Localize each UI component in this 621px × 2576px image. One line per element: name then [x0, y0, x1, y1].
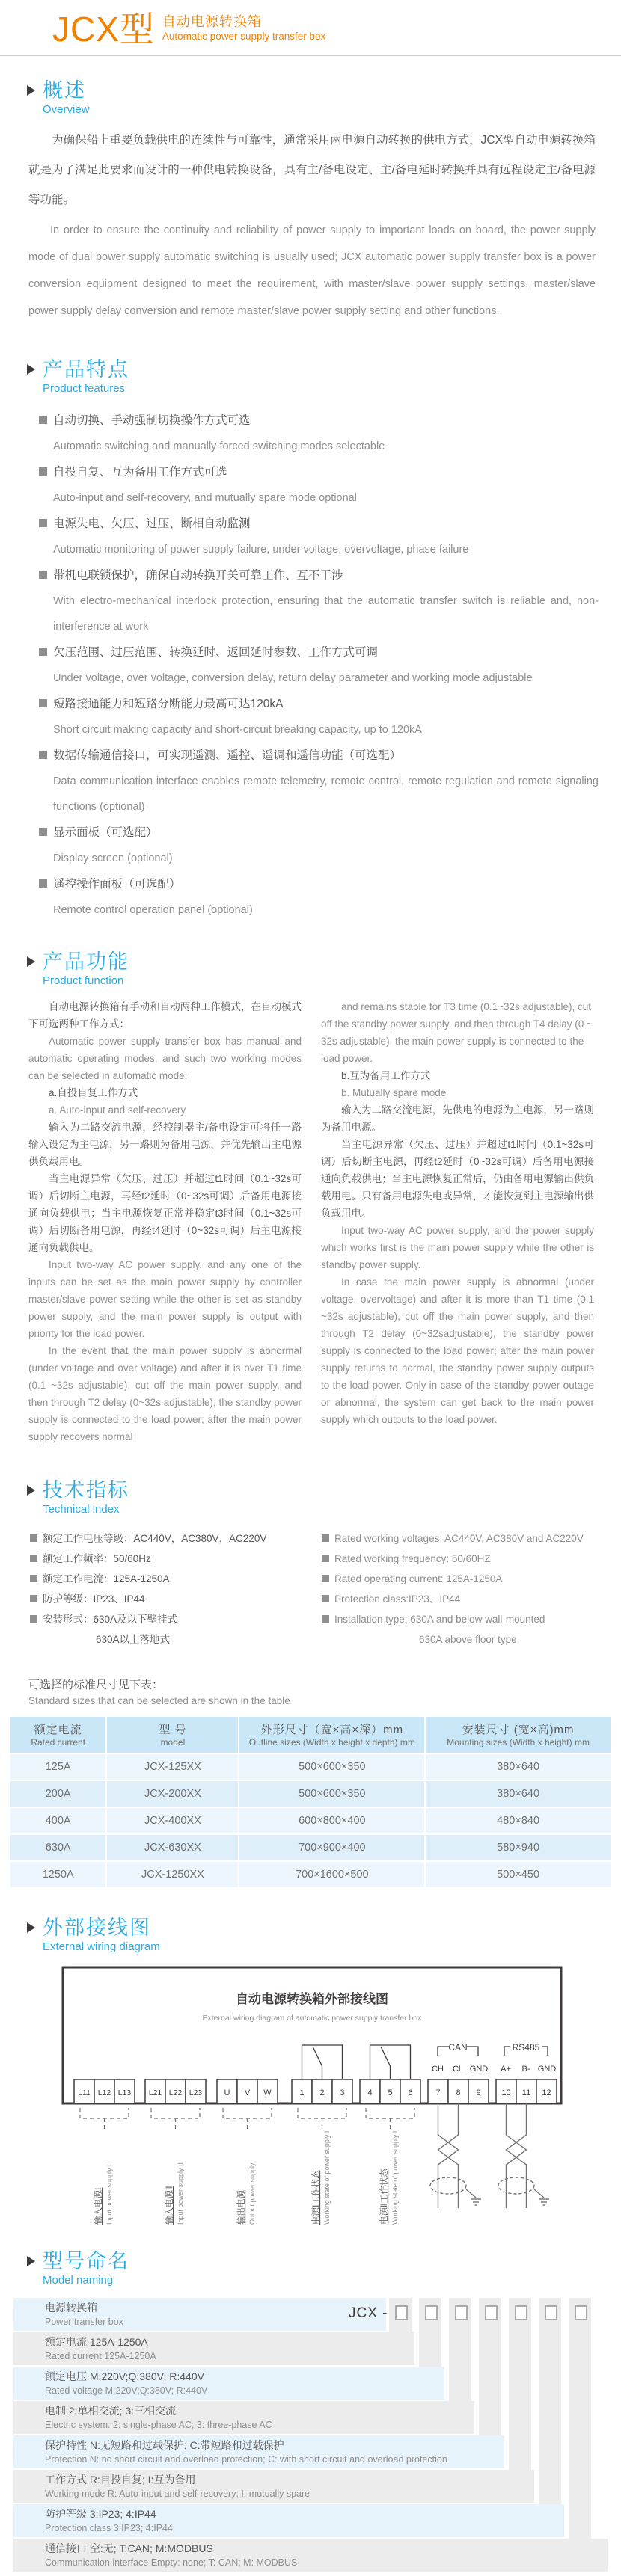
column-header	[107, 1717, 238, 1753]
function-title-zh: 产品功能	[43, 950, 129, 973]
table-row	[10, 1808, 611, 1833]
bullet-square-icon	[322, 1615, 329, 1623]
code-box	[455, 2305, 468, 2320]
cell-outline-size: 700×1600×500	[239, 1862, 424, 1887]
function-title-en: Product function	[43, 974, 124, 987]
cell-mounting-size: 580×940	[426, 1835, 611, 1860]
feature-en: Remote control operation panel (optional)	[53, 904, 253, 916]
feature-en: Auto-input and self-recovery, and mutually spare mode optional	[53, 492, 357, 504]
header-en: Rated current	[31, 1737, 86, 1747]
terminal-label: L23	[189, 2088, 203, 2097]
function-paragraph: Automatic power supply transfer box has manual and automatic operating modes, and such two working modes can be selected in automatic mode:	[28, 1036, 302, 1081]
naming-strip	[509, 2298, 531, 2470]
naming-row	[13, 2298, 386, 2331]
model-naming-diagram	[13, 2298, 608, 2576]
naming-title-zh: 型号命名	[43, 2250, 129, 2272]
terminal-strip	[74, 2079, 557, 2103]
naming-row	[13, 2504, 564, 2537]
terminal-label: L21	[148, 2088, 162, 2097]
tech-item-text: 额定工作电压等级：AC440V，AC380V，AC220V	[43, 1533, 267, 1544]
function-paragraph: and remains stable for T3 time (0.1~32s adjustable), cut off the standby power supply, and then through T4 delay (0 ~ 32s adjustable), the main power supply is connected to the load power.	[321, 1001, 593, 1064]
section-marker-icon	[27, 2256, 35, 2266]
pin-label: B-	[521, 2065, 530, 2074]
naming-strip	[569, 2298, 591, 2539]
bullet-square-icon	[30, 1575, 37, 1582]
function-paragraph: Input two-way AC power supply, and any one of the inputs can be set as the main power supply by controller master/slave power setting while the other is set as standby power supply, and the main power supply is output with priority for the load power.	[28, 1259, 302, 1339]
function-paragraph: Input two-way AC power supply, and the power supply which works first is the main power supply while the other is standby power supply.	[321, 1225, 594, 1270]
rs485-label: RS485	[512, 2042, 540, 2053]
code-box	[545, 2305, 557, 2320]
function-paragraph: In the event that the main power supply is abnormal (under voltage and over voltage) and after it is over T1 time (0.1 ~32s adjustable), cut off the main power supply, and then through T2 delay (0~32s adjustable), the standby power supply is connected to the load power; after the main power supply recovers normal	[28, 1345, 302, 1442]
product-title-zh: 自动电源转换箱	[162, 14, 262, 29]
naming-row-en: Protection N: no short circuit and overload protection; C: with short circuit and overload protection	[45, 2454, 447, 2465]
twisted-pair-icon	[430, 2103, 549, 2208]
pin-label: CL	[452, 2065, 464, 2074]
function-paragraph: 输入为二路交流电源，经控制器主/备电设定可将任一路输入设定为主电源，另一路则为备用电源，并优先输出主电源供负载用电。	[28, 1122, 302, 1167]
function-right-column	[321, 998, 594, 1445]
tech-item-continuation: 630A以上落地式	[96, 1634, 171, 1645]
tech-item-text: Rated operating current: 125A-1250A	[334, 1573, 503, 1584]
table-row	[10, 1835, 611, 1860]
model-prefix: JCX -	[349, 2305, 388, 2321]
feature-item	[39, 871, 599, 923]
naming-row	[13, 2332, 414, 2365]
tech-title-zh: 技术指标	[43, 1479, 129, 1501]
function-paragraph: In case the main power supply is abnormal (under voltage, overvoltage) and after it is more than T1 time (0.1 ~32s adjustable), cut off the main power supply, and then through T2 delay (0~32sadjustable), the standby power supply is connected to the load power; after the main power supply returns to normal, the standby power supply outputs to the load power. Only in case of the standby power outage or abnormal, the system can get back to the main power supply which outputs to the load power.	[321, 1276, 594, 1425]
feature-zh: 短路接通能力和短路分断能力最高可达120kA	[53, 698, 284, 710]
feature-zh: 电源失电、欠压、过压、断相自动监测	[53, 517, 251, 530]
table-row	[10, 1754, 611, 1780]
terminal-label: L12	[97, 2088, 111, 2097]
header-zh: 安装尺寸 (宽×高)mm	[462, 1724, 575, 1736]
cell-rated-current: 400A	[10, 1808, 105, 1833]
bullet-square-icon	[30, 1555, 37, 1562]
naming-row-en: Rated voltage M:220V;Q:380V; R:440V	[45, 2385, 208, 2396]
header-zh: 额定电流	[34, 1724, 82, 1736]
naming-row-en: Communication interface Empty: none; T: CAN; M: MODBUS	[45, 2557, 298, 2568]
naming-row-en: Working mode R: Auto-input and self-recovery; I: mutually spare	[45, 2489, 310, 2499]
header-zh: 外形尺寸（宽×高×深）mm	[260, 1724, 404, 1736]
terminal-label: W	[263, 2088, 272, 2097]
tech-zh-column	[30, 1528, 302, 1650]
naming-row-zh: 通信接口 空:无; T:CAN; M:MODBUS	[45, 2542, 213, 2554]
feature-en: Automatic monitoring of power supply failure, under voltage, overvoltage, phase failure	[53, 544, 469, 556]
terminal-label: V	[244, 2088, 251, 2097]
group-label-zh: 输入电源Ⅱ	[165, 2186, 174, 2225]
bullet-square-icon	[39, 699, 47, 707]
feature-item	[39, 408, 599, 459]
product-title-en: Automatic power supply transfer box	[162, 31, 326, 42]
terminal-label: 7	[435, 2088, 441, 2097]
brand-titles	[162, 12, 325, 43]
naming-row-en: Protection class 3:IP23; 4:IP44	[45, 2523, 173, 2533]
cell-mounting-size: 380×640	[426, 1781, 611, 1807]
sizes-intro-en: Standard sizes that can be selected are shown in the table	[28, 1695, 290, 1706]
header-divider	[0, 55, 621, 56]
features-list	[39, 408, 599, 923]
tech-item-text: 安装形式：630A及以下壁挂式	[43, 1614, 178, 1625]
naming-row-zh: 防护等级 3:IP23; 4:IP44	[45, 2508, 156, 2520]
sizes-intro-zh: 可选择的标准尺寸见下表：	[28, 1679, 164, 1691]
terminal-label: 11	[521, 2088, 531, 2097]
feature-item	[39, 639, 599, 691]
tech-en-column	[322, 1528, 594, 1650]
pin-label: GND	[469, 2065, 489, 2074]
group-label-zh: 电源Ⅱ工作状态	[380, 2168, 389, 2225]
feature-item	[39, 562, 599, 639]
bullet-square-icon	[30, 1615, 37, 1623]
section-marker-icon	[27, 956, 35, 967]
cell-model: JCX-400XX	[107, 1808, 238, 1833]
section-tech-heading	[27, 1478, 621, 1516]
bullet-square-icon	[322, 1534, 329, 1542]
product-model: JCX型	[52, 10, 155, 49]
function-paragraph: 当主电源异常（欠压、过压）并超过t1时间（0.1~32s可调）后切断主电源，再经t2延时（0~32s可调）后备用电源接通向负载供电；当主电源恢复正常并稳定t3时间（0.1~32s可调）后切断备用电源，再经t4延时（0~32s可调）后主电源接通向负载供电。	[28, 1173, 302, 1253]
naming-row-zh: 额定电流 125A-1250A	[45, 2336, 148, 2348]
terminal-label: L22	[168, 2088, 183, 2097]
code-box	[395, 2305, 408, 2320]
features-title-en: Product features	[43, 382, 126, 395]
cell-model: JCX-200XX	[107, 1781, 238, 1807]
cell-model: JCX-125XX	[107, 1754, 238, 1780]
naming-row	[13, 2367, 444, 2400]
naming-row	[13, 2539, 608, 2572]
cell-outline-size: 600×800×400	[239, 1808, 424, 1833]
cell-model: JCX-1250XX	[107, 1862, 238, 1887]
naming-row-en: Power transfer box	[45, 2317, 123, 2327]
feature-item	[39, 511, 599, 562]
cell-rated-current: 630A	[10, 1835, 105, 1860]
naming-row-zh: 电源转换箱	[45, 2302, 97, 2314]
section-marker-icon	[27, 85, 35, 96]
tech-item-text: 防护等级：IP23、IP44	[43, 1593, 145, 1605]
section-features-heading	[27, 357, 621, 396]
overview-title-en: Overview	[43, 103, 90, 116]
terminal-label: U	[224, 2088, 230, 2097]
feature-zh: 带机电联锁保护，确保自动转换开关可靠工作、互不干涉	[53, 569, 343, 582]
pin-label: A+	[501, 2065, 511, 2074]
tech-item-text: Rated working frequency: 50/60HZ	[334, 1553, 491, 1564]
naming-strip	[539, 2298, 561, 2504]
standard-sizes-table	[9, 1715, 612, 1889]
feature-en: Data communication interface enables remote telemetry, remote control, remote regulation and remote signaling functions (optional)	[53, 775, 599, 813]
table-header-row	[10, 1717, 611, 1753]
section-marker-icon	[27, 1485, 35, 1496]
terminal-label: 6	[408, 2088, 413, 2097]
column-header	[10, 1717, 105, 1753]
group-label-zh: 输出电源	[237, 2190, 246, 2225]
cell-mounting-size: 500×450	[426, 1862, 611, 1887]
naming-row	[13, 2401, 474, 2434]
cell-mounting-size: 480×840	[426, 1808, 611, 1833]
terminal-label: L13	[117, 2088, 132, 2097]
naming-row-zh: 电制 2:单相交流; 3:三相交流	[45, 2405, 177, 2417]
naming-row-en: Electric system: 2: single-phase AC; 3: three-phase AC	[45, 2420, 272, 2430]
wiring-diagram	[33, 1961, 621, 2234]
bullet-square-icon	[39, 519, 47, 527]
cell-outline-size: 500×600×350	[239, 1754, 424, 1780]
wiring-diagram-svg	[33, 1961, 587, 2231]
function-paragraph: b.互为备用工作方式	[341, 1070, 431, 1081]
naming-row-zh: 额定电压 M:220V;Q:380V; R:440V	[45, 2370, 204, 2382]
group-label-zh: 电源Ⅰ工作状态	[312, 2170, 321, 2225]
terminal-label: 12	[542, 2088, 551, 2097]
feature-en: Under voltage, over voltage, conversion delay, return delay parameter and working mode adjustable	[53, 672, 533, 684]
tech-title-en: Technical index	[43, 1503, 120, 1516]
function-paragraph: a. Auto-input and self-recovery	[49, 1104, 186, 1116]
function-paragraph: a.自投自复工作方式	[49, 1087, 138, 1098]
naming-title-en: Model naming	[43, 2274, 114, 2287]
tech-columns	[30, 1528, 594, 1650]
wiring-title-zh: 外部接线图	[43, 1916, 151, 1939]
header-zh: 型 号	[159, 1724, 187, 1736]
section-wiring-heading	[27, 1916, 621, 1954]
feature-en: Short circuit making capacity and short-circuit breaking capacity, up to 120kA	[53, 724, 422, 736]
terminal-label: 2	[319, 2088, 325, 2097]
cell-outline-size: 500×600×350	[239, 1781, 424, 1807]
section-function-heading	[27, 950, 621, 988]
tech-item-text: Protection class:IP23、IP44	[334, 1593, 461, 1605]
terminal-label: L11	[78, 2088, 91, 2097]
cell-rated-current: 125A	[10, 1754, 105, 1780]
column-header	[426, 1717, 611, 1753]
bullet-square-icon	[30, 1595, 37, 1602]
naming-row	[13, 2470, 534, 2503]
function-paragraph: 当主电源异常（欠压、过压）并超过t1时间（0.1~32s可调）后切断主电源，再经t2延时（0~32s可调）后备用电源接通向负载供电；当主电源恢复正常后，仍由备用电源输出供负载用电。只有备用电源失电或异常，才能恢复到主电源输出供负载用电。	[321, 1139, 594, 1219]
function-paragraph: b. Mutually spare mode	[341, 1087, 447, 1098]
pin-label: CH	[432, 2065, 444, 2074]
feature-en: With electro-mechanical interlock protection, ensuring that the automatic transfer switch is reliable and, non-interference at work	[53, 595, 599, 633]
terminal-label: 5	[388, 2088, 393, 2097]
code-box	[515, 2305, 527, 2320]
group-label-en: Working state of power supply II	[391, 2129, 399, 2225]
bullet-square-icon	[39, 828, 47, 836]
function-paragraph: 自动电源转换箱有手动和自动两种工作模式，在自动模式下可选两种工作方式：	[28, 1001, 302, 1030]
feature-zh: 自投自复、互为备用工作方式可选	[53, 466, 227, 479]
cell-outline-size: 700×900×400	[239, 1835, 424, 1860]
group-bracket	[80, 2108, 414, 2130]
code-box	[425, 2305, 438, 2320]
group-label-en: Input power supply II	[177, 2162, 184, 2225]
cell-model: JCX-630XX	[107, 1835, 238, 1860]
table-row	[10, 1781, 611, 1807]
bullet-square-icon	[39, 648, 47, 656]
group-label-en: Output power supply	[248, 2162, 256, 2225]
naming-row-zh: 工作方式 R:自投自复; I:互为备用	[45, 2474, 196, 2486]
bullet-square-icon	[30, 1534, 37, 1542]
cell-mounting-size: 380×640	[426, 1754, 611, 1780]
bullet-square-icon	[39, 467, 47, 476]
feature-en: Automatic switching and manually forced switching modes selectable	[53, 440, 385, 452]
section-marker-icon	[27, 364, 35, 375]
bullet-square-icon	[39, 416, 47, 424]
section-overview-heading	[27, 79, 621, 117]
naming-row-en: Rated current 125A-1250A	[45, 2351, 156, 2361]
terminal-label: 4	[367, 2088, 373, 2097]
overview-paragraph-en: In order to ensure the continuity and reliability of power supply to important loads on board, the power supply mode of dual power supply automatic switching is usually used; JCX automatic power supply transfer box is a power conversion equipment designed to meet the requirement, with master/slave power supply settings, master/slave power supply delay conversion and remote master/slave power supply setting and other functions.	[28, 224, 596, 317]
group-labels	[93, 2129, 399, 2225]
feature-zh: 欠压范围、过压范围、转换延时、返回延时参数、工作方式可调	[53, 646, 379, 659]
column-header	[239, 1717, 424, 1753]
tech-item-text: 额定工作电流：125A-1250A	[43, 1573, 170, 1584]
feature-item	[39, 691, 599, 743]
group-label-en: Input power supply I	[105, 2164, 113, 2225]
bullet-square-icon	[39, 879, 47, 888]
wiring-title-en: External wiring diagram	[43, 1940, 160, 1953]
naming-row-zh: 保护特性 N:无短路和过载保护; C:带短路和过载保护	[45, 2439, 284, 2451]
bullet-square-icon	[39, 571, 47, 579]
feature-zh: 显示面板（可选配）	[53, 826, 158, 839]
pin-label: GND	[537, 2065, 557, 2074]
bullet-square-icon	[39, 751, 47, 759]
feature-item	[39, 743, 599, 820]
feature-zh: 遥控操作面板（可选配）	[53, 878, 181, 891]
header-en: model	[160, 1737, 186, 1747]
cell-rated-current: 200A	[10, 1781, 105, 1807]
terminal-label: 8	[456, 2088, 461, 2097]
function-left-column	[28, 998, 302, 1445]
diagram-title-en: External wiring diagram of automatic power supply transfer box	[202, 2014, 422, 2023]
cell-rated-current: 1250A	[10, 1862, 105, 1887]
bullet-square-icon	[322, 1575, 329, 1582]
feature-zh: 数据传输通信接口，可实现遥测、遥控、遥调和遥信功能（可选配）	[53, 749, 402, 762]
overview-title-zh: 概述	[43, 79, 86, 102]
header-en: Outline sizes (Width x height x depth) mm	[248, 1737, 415, 1747]
bullet-square-icon	[322, 1595, 329, 1602]
can-label: CAN	[448, 2042, 468, 2053]
features-title-zh: 产品特点	[43, 358, 129, 381]
tech-item-text: Installation type: 630A and below wall-mounted	[334, 1614, 545, 1625]
terminal-label: 9	[476, 2088, 481, 2097]
terminal-label: 3	[340, 2088, 345, 2097]
code-box	[485, 2305, 498, 2320]
section-marker-icon	[27, 1922, 35, 1933]
section-naming-heading	[27, 2249, 621, 2287]
naming-row	[13, 2435, 504, 2468]
terminal-label: 1	[299, 2088, 305, 2097]
bullet-square-icon	[322, 1555, 329, 1562]
code-box	[575, 2305, 587, 2320]
feature-item	[39, 459, 599, 511]
tech-item-text: Rated working voltages: AC440V, AC380V and AC220V	[334, 1533, 584, 1544]
feature-item	[39, 820, 599, 871]
table-row	[10, 1862, 611, 1887]
group-label-zh: 输入电源Ⅰ	[94, 2187, 103, 2225]
function-paragraph: 输入为二路交流电源，先供电的电源为主电源，另一路则为备用电源。	[321, 1104, 594, 1133]
feature-en: Display screen (optional)	[53, 852, 173, 864]
brand-header	[0, 0, 621, 49]
overview-paragraph-zh: 为确保船上重要负载供电的连续性与可靠性，通常采用两电源自动转换的供电方式，JCX型自动电源转换箱就是为了满足此要求而设计的一种供电转换设备，具有主/备电设定、主/备电延时转换并具有远程设定主/备电源等功能。	[28, 134, 596, 206]
group-label-en: Working state of power supply I	[323, 2130, 331, 2225]
feature-zh: 自动切换、手动强制切换操作方式可选	[53, 414, 251, 427]
header-en: Mounting sizes (Width x height) mm	[447, 1737, 590, 1747]
tech-item-continuation: 630A above floor type	[419, 1634, 517, 1645]
function-columns	[28, 998, 594, 1445]
tech-item-text: 额定工作频率：50/60Hz	[43, 1553, 151, 1564]
diagram-title-zh: 自动电源转换箱外部接线图	[236, 1992, 388, 2006]
terminal-label: 10	[501, 2088, 511, 2097]
